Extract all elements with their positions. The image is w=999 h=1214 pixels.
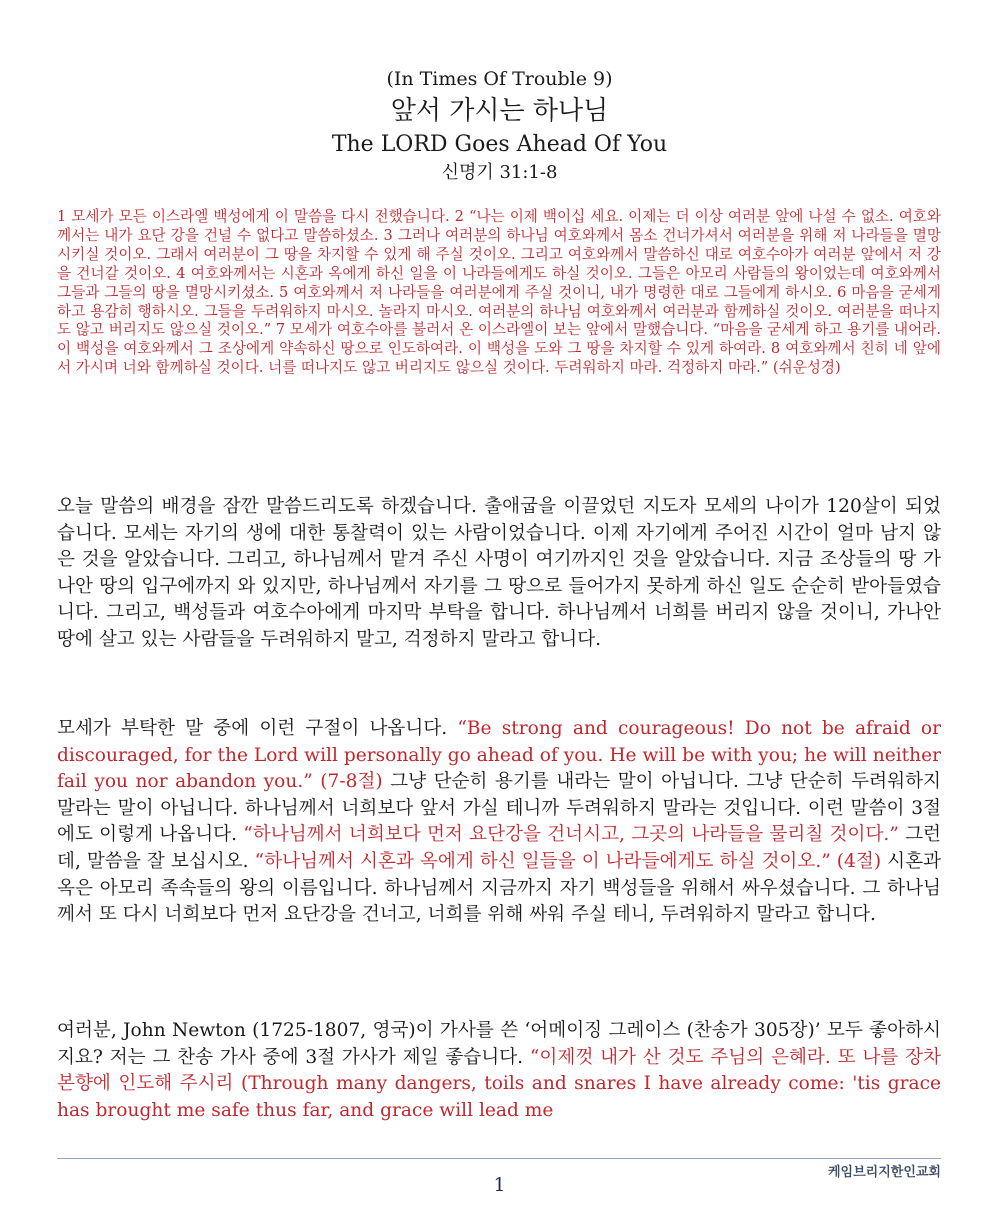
- quoted-verse: “하나님께서 너희보다 먼저 요단강을 건너시고, 그곳의 나라들을 물리칠 것이다.”: [243, 824, 899, 846]
- sermon-title-english: The LORD Goes Ahead Of You: [331, 132, 668, 157]
- scripture-passage: 1 모세가 모든 이스라엘 백성에게 이 말씀을 다시 전했습니다. 2 “나는 이제 백이십 세요. 이제는 더 이상 여러분 앞에 나설 수 없소. 여호와께서는 내가 요단 강을 건널 수 없다고 말씀하셨소. 3 그러나 여러분의 하나님 여호와께서 몸소 건너가셔서 여러분을 위해 저 나라들을 멸망시키실 것이오. 그래서 여러분이 그 땅을 차지할 수 있게 해 주실 것이오. 그리고 여호와께서 말씀하신 대로 여호수아가 여러분 앞에서 저 강을 건너갈 것이오. 4 여호와께서는 시혼과 옥에게 하신 일을 이 나라들에게도 하실 것이오. 그들은 아모리 사람들의 왕이었는데 여호와께서 그들과 그들의 땅을 멸망시키셨소. 5 여호와께서 저 나라들을 여러분에게 주실 것이니, 내가 명령한 대로 그들에게 하시오. 6 마음을 굳세게 하고 용감히 행하시오. 그들을 두려워하지 마시오. 놀라지 마시오. 여러분의 하나님 여호와께서 여러분과 함께하실 것이오. 여러분을 떠나지도 않고 버리지도 않으실 것이오.” 7 모세가 여호수아를 불러서 온 이스라엘이 보는 앞에서 말했습니다. “마음을 굳세게 하고 용기를 내어라. 이 백성을 여호와께서 그 조상에게 약속하신 땅으로 인도하여라. 이 백성을 도와 그 땅을 차지할 수 있게 하여라. 8 여호와께서 친히 네 앞에서 가시며 너와 함께하실 것이다. 너를 떠나지도 않고 버리지도 않으실 것이다. 두려워하지 마라. 걱정하지 마라.” (쉬운성경): [57, 208, 941, 377]
- quoted-verse: “Be strong and courageous! Do not be afraid or discouraged, for the Lord will personally go ahead of you. He will be with you; he will neither fail you nor abandon you.” (7-8절): [57, 718, 941, 793]
- scripture-reference: 신명기 31:1-8: [441, 162, 558, 183]
- paragraph-text: 그런데, 말씀을 잘 보십시오.: [57, 824, 942, 872]
- sermon-paragraph-1: 오늘 말씀의 배경을 잠깐 말씀드리도록 하겠습니다. 출애굽을 이끌었던 지도자 모세의 나이가 120살이 되었습니다. 모세는 자기의 생에 대한 통찰력이 있는 사람이었습니다. 이제 자기에게 주어진 시간이 얼마 남지 않은 것을 알았습니다. 그리고, 하나님께서 맡겨 주신 사명이 여기까지인 것을 알았습니다. 지금 조상들의 땅 가나안 땅의 입구에까지 와 있지만, 하나님께서 자기를 그 땅으로 들어가지 못하게 하신 일도 순순히 받아들였습니다. 그리고, 백성들과 여호수아에게 마지막 부탁을 합니다. 하나님께서 너희를 버리지 않을 것이니, 가나안 땅에 살고 있는 사람들을 두려워하지 말고, 걱정하지 말라고 합니다.: [57, 496, 941, 650]
- church-name: 케임브리지한인교회: [827, 1165, 941, 1180]
- page-number: 1: [493, 1174, 506, 1196]
- quoted-hymn-lyric: “이제껏 내가 산 것도 주님의 은혜라. 또 나를 장차 본향에 인도해 주시리 (Through many dangers, toils and snares I have already come: 'tis grace has brought me safe thus far, and grace will lead me: [57, 1046, 941, 1121]
- quoted-verse: “하나님께서 시혼과 옥에게 하신 일들을 이 나라들에게도 하실 것이오.” (4절): [254, 850, 882, 872]
- paragraph-text: 여러분, John Newton (1725-1807, 영국)이 가사를 쓴 ‘어메이징 그레이스 (찬송가 305장)’ 모두 좋아하시지요? 저는 그 찬송 가사 중에 3절 가사가 제일 좋습니다.: [57, 1020, 941, 1068]
- paragraph-text: 그냥 단순히 용기를 내라는 말이 아닙니다. 그냥 단순히 두려워하지 말라는 말이 아닙니다. 하나님께서 너희보다 앞서 가실 테니까 두려워하지 말라는 것입니다. 이런 말씀이 3절에도 이렇게 나옵니다.: [57, 771, 941, 846]
- sermon-paragraph-3: [57, 1018, 941, 1124]
- sermon-title-korean: 앞서 가시는 하나님: [390, 96, 609, 126]
- footer-divider: [57, 1158, 941, 1159]
- sermon-paragraph-2: [57, 716, 941, 929]
- paragraph-text: 시혼과 옥은 아모리 족속들의 왕의 이름입니다. 하나님께서 지금까지 자기 백성들을 위해서 싸우셨습니다. 그 하나님께서 또 다시 너희보다 먼저 요단강을 건너고, 너희를 위해 싸워 주실 테니, 두려워하지 말라고 합니다.: [57, 850, 942, 926]
- paragraph-text: 모세가 부탁한 말 중에 이런 구절이 나옵니다.: [57, 718, 458, 739]
- series-title: (In Times Of Trouble 9): [386, 68, 613, 90]
